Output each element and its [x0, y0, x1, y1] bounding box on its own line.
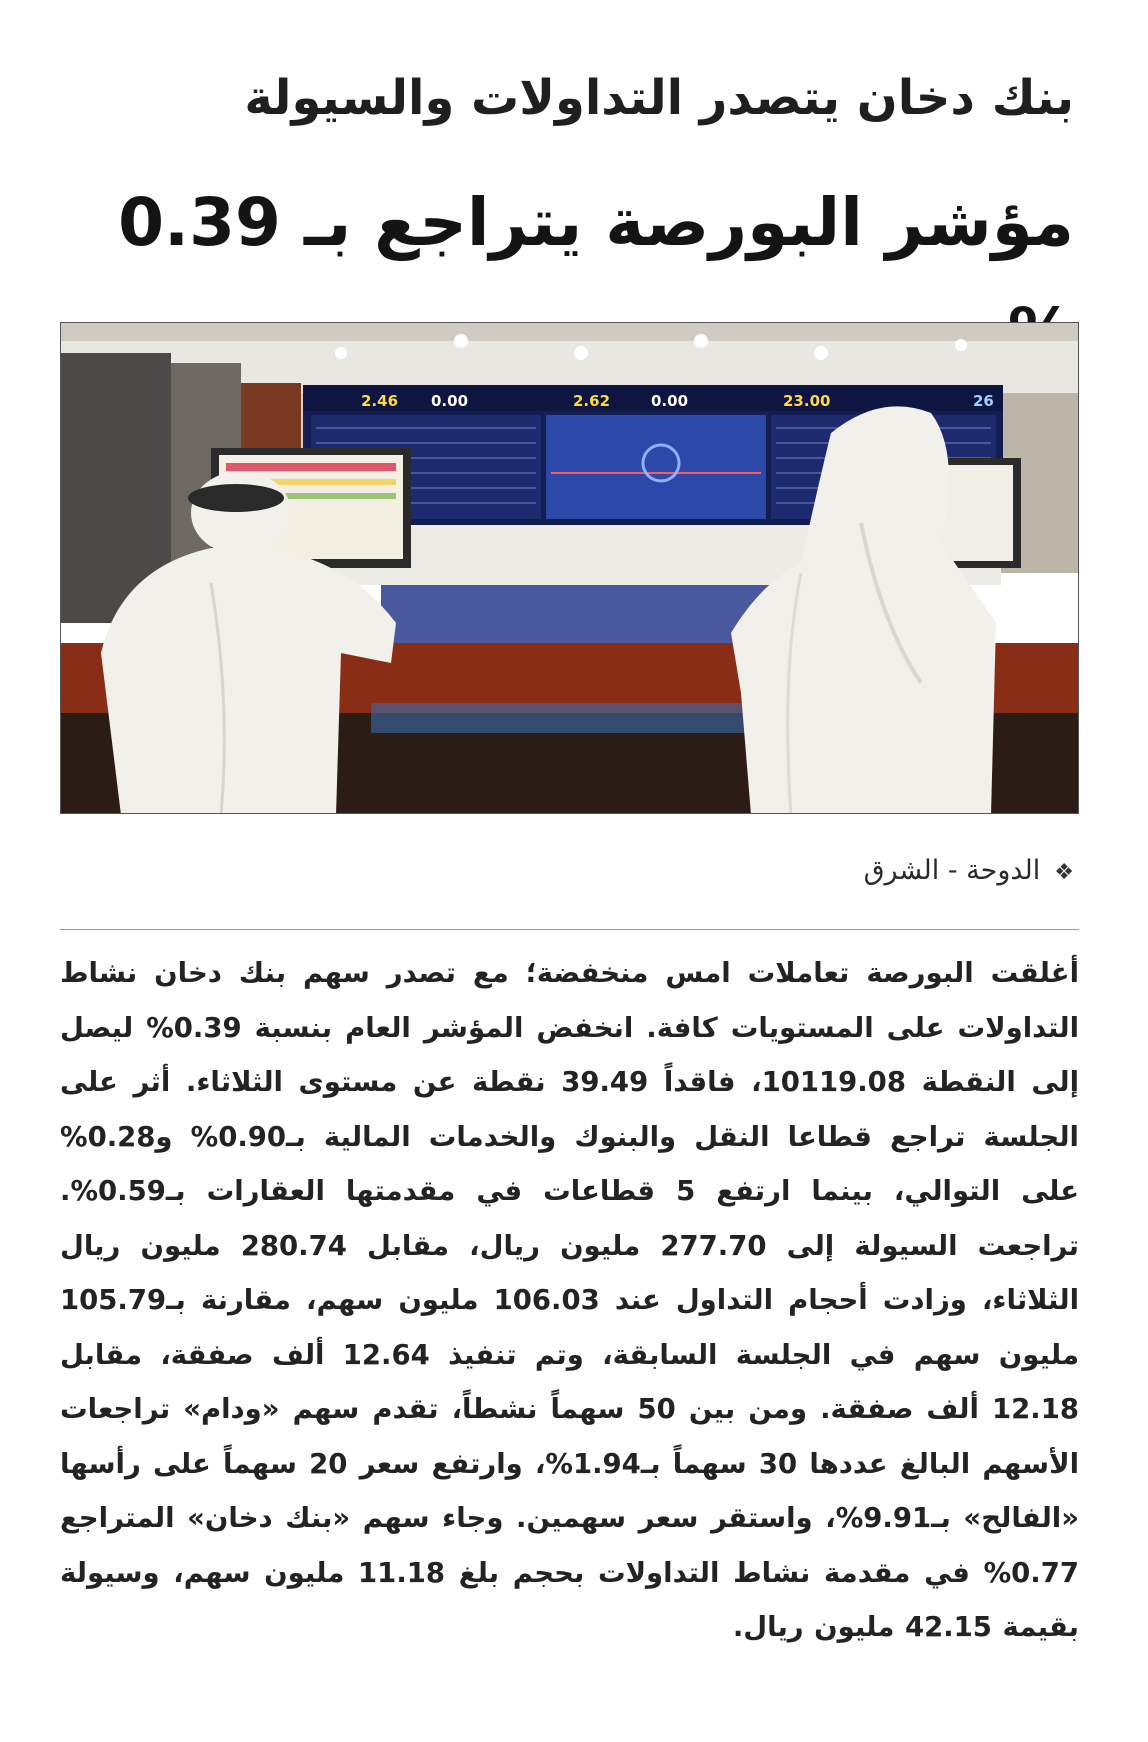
diamond-bullet-icon: ❖ [1054, 860, 1074, 885]
dateline-text: الدوحة - الشرق [863, 855, 1041, 886]
dateline [474, 846, 1074, 898]
divider [60, 929, 1079, 930]
article-headline: مؤشر البورصة يتراجع بـ 0.39 [118, 184, 1074, 261]
article-kicker: بنك دخان يتصدر التداولات والسيولة [244, 70, 1074, 126]
ticker-value: 0.00 [431, 392, 469, 410]
ticker-value: 23.00 [783, 392, 831, 410]
ticker-value: 2.46 [361, 392, 399, 410]
ticker-value: 26 [973, 392, 994, 410]
article-body: أغلقت البورصة تعاملات امس منخفضة؛ مع تصدر سهم بنك دخان نشاط التداولات على المستويات كافة. انخفض المؤشر العام بنسبة 0.39% ليصل إلى النقطة 10119.08، فاقداً 39.49 نقطة عن مستوى الثلاثاء. أثر على الجلسة تراجع قطاعا النقل والبنوك والخدمات المالية بـ0.90% و0.28% على التوالي، بينما ارتفع 5 قطاعات في مقدمتها العقارات بـ0.59%. تراجعت السيولة إلى 277.70 مليون ريال، مقابل 280.74 مليون ريال الثلاثاء، وزادت أحجام التداول عند 106.03 مليون سهم، مقارنة بـ105.79 مليون سهم في الجلسة السابقة، وتم تنفيذ 12.64 ألف صفقة، مقابل 12.18 ألف صفقة. ومن بين 50 سهماً نشطاً، تقدم سهم «ودام» تراجعات الأسهم البالغ عددها 30 سهماً بـ1.94%، وارتفع سعر 20 سهماً على رأسها «الفالح» بـ9.91%، واستقر سعر سهمين. وجاء سهم «بنك دخان» المتراجع 0.77% في مقدمة نشاط التداولات بحجم بلغ 11.18 مليون سهم، وسيولة بقيمة 42.15 مليون ريال. [60, 957, 1080, 1643]
ticker-value: 2.62 [573, 392, 611, 410]
ticker-value: 0.00 [651, 392, 689, 410]
article-photo [60, 322, 1079, 814]
